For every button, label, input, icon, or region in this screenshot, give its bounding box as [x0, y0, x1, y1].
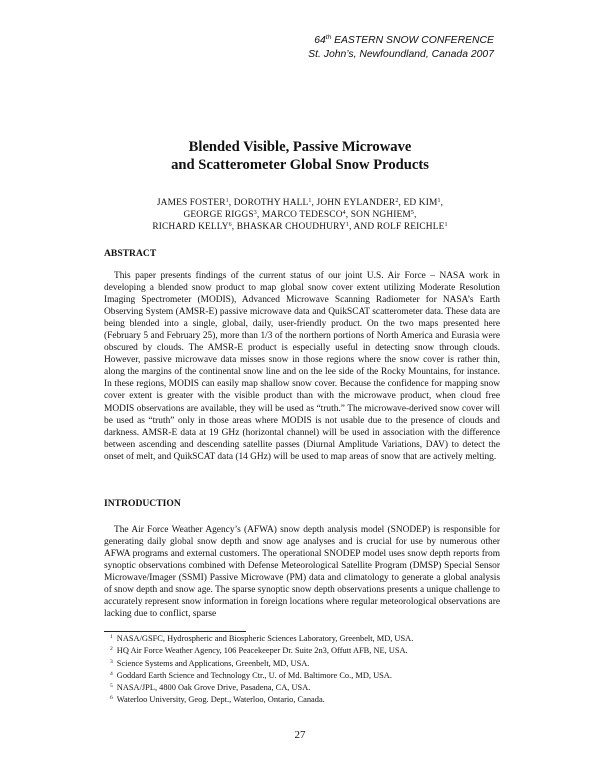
conference-header: [308, 34, 494, 61]
author-separator: ,: [311, 198, 317, 208]
author-line: [0, 197, 600, 209]
footnote-text: Waterloo University, Geog. Dept., Waterloo, Ontario, Canada.: [116, 695, 325, 705]
author-separator: ,: [349, 222, 354, 233]
footnote-text: NASA/JPL, 4800 Oak Grove Drive, Pasadena, CA, USA.: [116, 683, 311, 693]
author-affiliation: 1: [437, 198, 441, 204]
author-name: JOHN EYLANDER: [316, 198, 396, 208]
introduction-heading: INTRODUCTION: [104, 498, 181, 509]
footnote-text: Science Systems and Applications, Greenbelt, MD, USA.: [116, 658, 310, 668]
author-separator: ,: [440, 198, 444, 208]
author-affiliation: 1: [308, 198, 312, 204]
author-affiliation: 2: [395, 198, 399, 204]
conference-location: St. John’s, Newfoundland, Canada 2007: [308, 48, 494, 60]
footnote-text: Goddard Earth Science and Technology Ctr., U. of Md. Baltimore Co., MD, USA.: [116, 670, 392, 680]
author-affiliation: 1: [345, 222, 350, 229]
footnote-number: 3: [110, 658, 113, 665]
author-affiliation: 4: [342, 210, 346, 217]
author-name: MARCO TEDESCO: [261, 210, 343, 221]
footnote: [110, 682, 413, 694]
conference-edition-suffix: th: [325, 34, 332, 41]
footnote-text: NASA/GSFC, Hydrospheric and Biospheric Sciences Laboratory, Greenbelt, MD, USA.: [116, 634, 414, 643]
conference-name: [308, 34, 494, 48]
author-name: SON NGHIEM: [350, 210, 411, 221]
author-separator: ,: [398, 198, 404, 208]
author-separator: ,: [228, 198, 234, 208]
footnote: [110, 633, 413, 645]
conference-edition: 64: [314, 35, 326, 46]
footnote-number: 6: [110, 695, 113, 702]
footnote-list: [110, 633, 413, 707]
page-number: 27: [294, 729, 306, 741]
paper-title-line-1: Blended Visible, Passive Microwave: [188, 139, 412, 155]
author-separator: ,: [345, 210, 351, 221]
author-name: GEORGE RIGGS: [183, 210, 254, 221]
author-separator: ,: [414, 210, 417, 221]
paper-title: [0, 138, 600, 174]
abstract-text: This paper presents findings of the current status of our joint U.S. Air Force – NASA work in developing a blended snow product to map global snow cover extent utilizing Moderate Resolution Imaging Spectrometer (MODIS), Advanced Microwave Scanning Radiometer for NASA’s Earth Observing System (AMSR-E) passive microwave data and QuikSCAT scatterometer data. These data are being blended into a single, global, daily, user-friendly product. On the two maps presented here (February 5 and February 25), more than 1/3 of the northern portions of North America and Eurasia were obscured by clouds. The AMSR-E product is especially useful in detecting snow through clouds. However, passive microwave data misses snow in those regions where the snow cover is rather thin, along the margins of the continental snow line and on the lee side of the Rocky Mountains, for instance. In these regions, MODIS can easily map shallow snow cover. Because the confidence for mapping snow cover extent is greater with the visible product than with the microwave product, when cloud free MODIS observations are available, they will be used as “truth.” The microwave-derived snow cover will be used as “truth” only in those areas where MODIS is not usable due to the presence of clouds and darkness. AMSR-E data at 19 GHz (horizontal channel) will be used in association with the difference between ascending and descending satellite passes (Diurnal Amplitude Variations, DAV) to detect the onset of melt, and QuikSCAT data (14 GHz) will be used to map areas of snow that are actively melting.: [104, 271, 500, 462]
footnote-number: 4: [110, 670, 113, 677]
introduction-text: The Air Force Weather Agency’s (AFWA) snow depth analysis model (SNODEP) is responsible for generating daily global snow depth and snow age analyses and is crucial for use by numerous other AFWA programs and external customers. The operational SNODEP model uses snow depth reports from synoptic observations combined with Defense Meteorological Satellite Program (DMSP) Special Sensor Microwave/Imager (SSMI) Passive Microwave (PM) data and climatology to generate a global analysis of snow depth and snow age. The sparse synoptic snow depth observations presents a unique challenge to accurately represent snow information in foreign locations where regular meteorological observations are lacking due to conflict, sparse: [104, 525, 500, 620]
footnote-number: 2: [110, 646, 113, 653]
footnote-divider: [104, 631, 246, 632]
footnote: [110, 658, 413, 670]
author-line: [0, 221, 600, 233]
author-line: [0, 209, 600, 221]
footnote: [110, 670, 413, 682]
author-name: ED KIM: [403, 198, 438, 208]
author-affiliation: 5: [410, 210, 415, 217]
footnote: [110, 694, 413, 706]
author-affiliation: 6: [228, 222, 232, 229]
footnote-number: 1: [110, 634, 113, 640]
footnote-text: HQ Air Force Weather Agency, 106 Peacekeeper Dr. Suite 2n3, Offutt AFB, NE, USA.: [116, 646, 408, 656]
author-list: [0, 197, 600, 234]
author-name: RICHARD KELLY: [152, 222, 229, 233]
author-affiliation: 3: [253, 210, 257, 217]
footnote: [110, 645, 413, 657]
author-name: JAMES FOSTER: [156, 198, 226, 208]
author-name: DOROTHY HALL: [233, 198, 309, 208]
author-separator: ,: [231, 222, 237, 233]
author-name: BHASKAR CHOUDHURY: [236, 222, 346, 233]
author-name: AND ROLF REICHLE: [353, 222, 445, 233]
paper-title-line-2: and Scatterometer Global Snow Products: [171, 157, 429, 173]
abstract-heading: ABSTRACT: [104, 248, 157, 259]
author-affiliation: 1: [444, 222, 448, 229]
conference-title: EASTERN SNOW CONFERENCE: [331, 35, 494, 46]
author-affiliation: 1: [225, 198, 229, 204]
author-separator: ,: [256, 210, 262, 221]
footnote-number: 5: [110, 683, 113, 690]
